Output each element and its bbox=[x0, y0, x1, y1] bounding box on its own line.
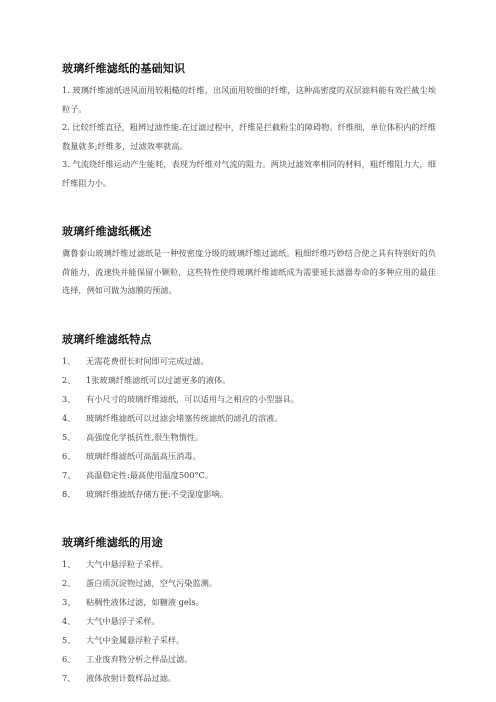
section-title-basics: 玻璃纤维滤纸的基础知识 bbox=[62, 62, 186, 75]
list-item bbox=[62, 555, 436, 574]
uses-list bbox=[62, 555, 436, 688]
list-item bbox=[62, 371, 436, 390]
list-item-text: 大气中金属悬浮粒子采样。 bbox=[86, 634, 185, 645]
list-item bbox=[62, 669, 436, 688]
list-item-number: 6、 bbox=[62, 450, 76, 461]
list-item bbox=[62, 593, 436, 612]
section-overview bbox=[62, 223, 436, 300]
list-item-number: 1、 bbox=[62, 355, 76, 366]
section-title-features: 玻璃纤维滤纸特点 bbox=[62, 332, 152, 346]
basics-paragraph-1: 1. 玻璃纤维滤纸进风面用较粗糙的纤维，出风面用较细的纤维，这种高密度的双层滤料能有效拦截尘埃粒子。 bbox=[62, 85, 436, 114]
list-item-number: 7、 bbox=[62, 672, 76, 683]
list-item bbox=[62, 428, 436, 447]
list-item bbox=[62, 650, 436, 669]
list-item-number: 4、 bbox=[62, 412, 76, 423]
basics-paragraph-3: 3. 气流绕纤维运动产生能耗，表现为纤维对气流的阻力。两块过滤效率相同的材料，粗纤维阻力大，细纤维阻力小。 bbox=[62, 159, 436, 188]
list-item-text: 高强度化学抵抗性,很生物惰性。 bbox=[86, 431, 204, 442]
list-item-number: 2、 bbox=[62, 577, 76, 588]
list-item bbox=[62, 574, 436, 593]
list-item-text: 高温稳定性:最高使用温度500°C。 bbox=[86, 469, 213, 480]
list-item-text: 玻璃纤维滤纸可以过滤会堵塞传统滤纸的滤孔的溶液。 bbox=[86, 412, 283, 423]
list-item-number: 6、 bbox=[62, 653, 76, 664]
list-item bbox=[62, 631, 436, 650]
list-item-number: 3、 bbox=[62, 393, 76, 404]
list-item-text: 玻璃纤维滤纸可高温高压消毒。 bbox=[86, 450, 201, 461]
list-item bbox=[62, 409, 436, 428]
list-item-number: 4、 bbox=[62, 615, 76, 626]
list-item-text: 工业废弃物分析之样品过滤。 bbox=[86, 653, 193, 664]
list-item-number: 7、 bbox=[62, 469, 76, 480]
section-uses bbox=[62, 534, 436, 688]
list-item bbox=[62, 612, 436, 631]
list-item-text: 有小尺寸的玻璃纤维滤纸，可以适用与之相应的小型器具。 bbox=[86, 393, 299, 404]
list-item bbox=[62, 485, 436, 504]
list-item bbox=[62, 447, 436, 466]
list-item-number: 1、 bbox=[62, 558, 76, 569]
list-item-number: 2、 bbox=[62, 374, 76, 385]
list-item-number: 5、 bbox=[62, 431, 76, 442]
list-item-text: 无需花费很长时间即可完成过滤。 bbox=[86, 355, 209, 366]
list-item-text: 粘稠性液体过滤，如糖液 gels。 bbox=[86, 596, 204, 607]
list-item-text: 液体放射计数样品过滤。 bbox=[86, 672, 177, 683]
list-item-text: 蛋白质沉淀物过滤，空气污染监测。 bbox=[86, 577, 218, 588]
section-title-overview: 玻璃纤维滤纸概述 bbox=[62, 225, 152, 238]
section-features bbox=[62, 331, 436, 504]
list-item-text: 大气中悬浮粒子采样。 bbox=[86, 558, 168, 569]
overview-paragraph: 冀鲁泰山玻璃纤维过滤纸是一种按密度分级的玻璃纤维过滤纸。粗细纤维巧妙结合使之具有特别好的负荷能力，流速快并能保留小颗粒，这些特性使得玻璃纤维滤纸成为需要延长滤器寿命的多种应用的最佳选择，例如可做为滤膜的预滤。 bbox=[62, 248, 436, 295]
list-item-text: 1张玻璃纤维滤纸可以过滤更多的液体。 bbox=[86, 374, 231, 385]
features-list bbox=[62, 352, 436, 504]
list-item bbox=[62, 390, 436, 409]
basics-paragraph-2: 2. 比较纤维直径，粗辨过滤性能.在过滤过程中，纤维是拦截粉尘的障碍物。纤维细，单位体积内的纤维数量就多;纤维多，过滤效率就高。 bbox=[62, 122, 436, 151]
list-item-number: 8、 bbox=[62, 488, 76, 499]
list-item bbox=[62, 466, 436, 485]
list-item-number: 3、 bbox=[62, 596, 76, 607]
list-item-text: 玻璃纤维滤纸存储方便:不受湿度影响。 bbox=[86, 488, 228, 499]
list-item-text: 大气中悬浮子采样。 bbox=[86, 615, 160, 626]
list-item-number: 5、 bbox=[62, 634, 76, 645]
document-page bbox=[62, 60, 436, 688]
section-basics bbox=[62, 60, 436, 192]
section-title-uses: 玻璃纤维滤纸的用途 bbox=[62, 535, 163, 549]
list-item bbox=[62, 352, 436, 371]
